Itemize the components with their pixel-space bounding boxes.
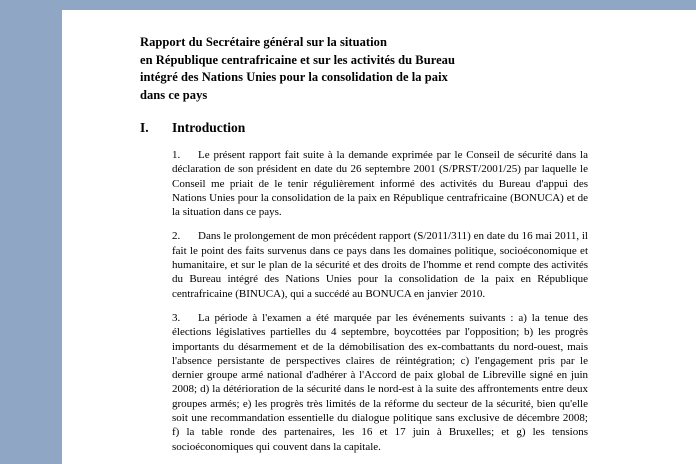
section-body (172, 148, 588, 454)
section-number: I. (140, 120, 149, 135)
document-title-line-3: intégré des Nations Unies pour la consolidation de la paix (140, 70, 448, 84)
document-title-line-4: dans ce pays (140, 87, 208, 102)
section-heading (140, 120, 588, 136)
paragraph-1-text: Le présent rapport fait suite à la demande exprimée par le Conseil de sécurité dans la déclaration de son président en date du 26 septembre 2001 (S/PRST/2001/25) par laquelle le Conseil me priait de le tenir régulièrement informé des activités du Bureau d'appui des Nations Unies pour la consolidation de la paix en République centrafricaine (BONUCA) et de la situation dans ce pays. (172, 149, 588, 219)
paragraph-1 (172, 148, 588, 219)
paragraph-3 (172, 311, 588, 454)
section-heading-block (140, 120, 588, 136)
paragraph-3-text: La période à l'examen a été marquée par les événements suivants : a) la tenue des élections législatives partielles du 4 septembre, boycottées par l'opposition; b) les progrès importants du désarmement et de la démobilisation des ex-combattants du nord-ouest, mais l'absence persistante de perspectives claires de réintégration; c) l'engagement pris par le dernier groupe armé national d'adhérer à l'Accord de paix global de Libreville signé en juin 2008; d) la détérioration de la sécurité dans le nord-est à la suite des affrontements entre deux groupes armés; e) les progrès très limités de la réforme du secteur de la sécurité, bien qu'elle soit une recommandation essentielle du dialogue politique sans exclusive de décembre 2008; f) la table ronde des partenaires, les 16 et 17 juin à Bruxelles; et g) les tensions socioéconomiques qui couvent dans la capitale. (172, 311, 588, 453)
document-title-line-1: Rapport du Secrétaire général sur la situation (140, 35, 387, 49)
section-title: Introduction (172, 120, 246, 135)
paragraph-3-number: 3. (172, 311, 181, 324)
paragraph-1-number: 1. (172, 149, 181, 161)
page-content (140, 34, 588, 464)
document-title-line-2: en République centrafricaine et sur les activités du Bureau (140, 52, 455, 67)
paragraph-2 (172, 229, 588, 300)
document-page (62, 10, 696, 464)
document-title (140, 34, 588, 104)
paragraph-2-number: 2. (172, 230, 181, 243)
paragraph-2-text: Dans le prolongement de mon précédent rapport (S/2011/311) en date du 16 mai 2011, il fait le point des faits survenus dans ce pays dans les domaines politique, socioéconomique et humanitaire, et sur le plan de la sécurité et des droits de l'homme et rend compte des activités du Bureau intégré des Nations Unies pour la consolidation de la paix en République centrafricaine (BINUCA), qui a succédé au BONUCA en janvier 2010. (172, 230, 588, 300)
